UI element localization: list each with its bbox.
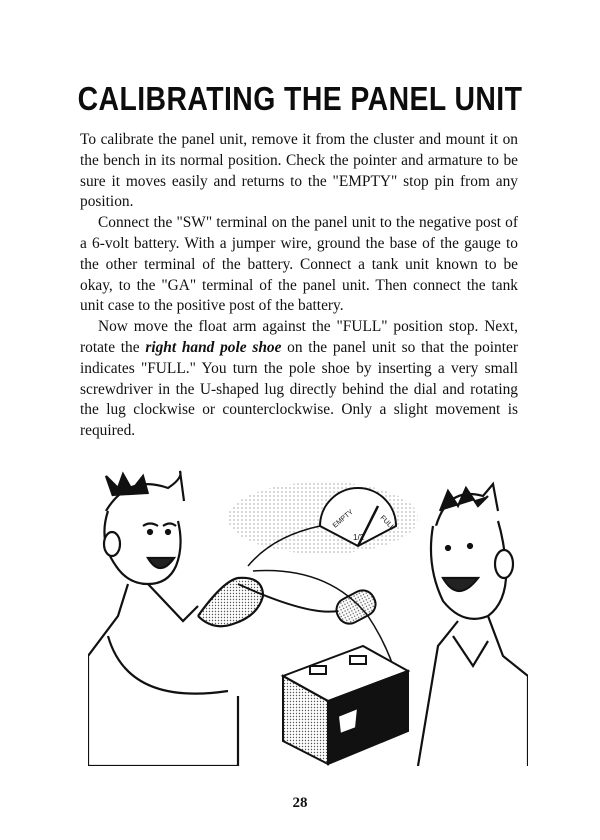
gauge-half-label: 1/2 [353, 533, 365, 542]
emphasis-pole-shoe: right hand pole shoe [145, 338, 282, 356]
paragraph-2: Connect the "SW" terminal on the panel unit to the negative post of a 6-volt battery. With a jumper wire, ground the base of the gauge to the other terminal of the battery. Connect a tank unit known to be okay, to the "GA" terminal of the panel unit. Then connect the tank unit case to the positive post of the battery. [80, 214, 518, 315]
paragraph-3 [80, 317, 518, 442]
page-number: 28 [292, 795, 308, 811]
right-mechanic-figure [418, 484, 528, 766]
mechanics-illustration [88, 466, 528, 766]
page-title: CALIBRATING THE PANEL UNIT [77, 80, 523, 117]
paragraph-3-text-a: Now move the float arm against the "FULL" position stop. Next, rotate the [80, 318, 518, 356]
gauge-empty-label: EMPTY [331, 508, 355, 530]
paragraph-3-text-b: on the panel unit so that the pointer indicates "FULL." You turn the pole shoe by inserting a very small screwdriver in the U-shaped lug directly behind the dial and rotating the lug clockwise or counterclockwise. Only a slight movement is required. [80, 338, 518, 440]
battery [283, 646, 408, 764]
gauge-full-label: FULL [378, 514, 396, 532]
body-text [80, 130, 518, 442]
paragraph-1: To calibrate the panel unit, remove it from the cluster and mount it on the bench in its normal position. Check the pointer and armature to be sure it moves easily and returns to the "EMPTY" stop pin from any position. [80, 131, 518, 211]
